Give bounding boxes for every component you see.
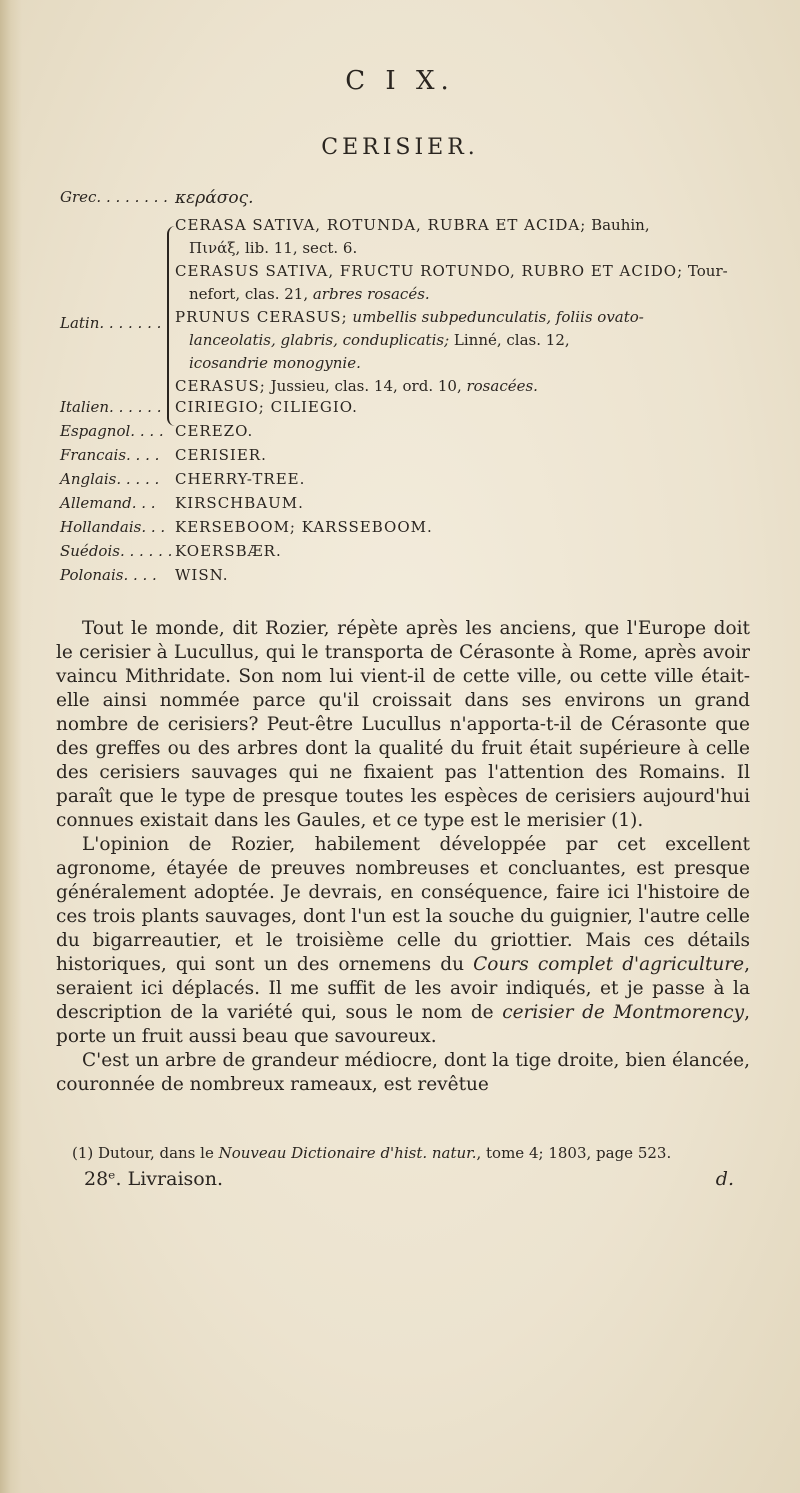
synonym-value: CIRIEGIO; CILIEGIO. [175,398,358,416]
synonym-value: KIRSCHBAUM. [175,494,304,512]
synonym-row [60,494,780,518]
latin-italic: umbellis subpedunculatis, foliis ovato- [347,308,644,326]
latin-cont: Linné, clas. 12, [449,331,570,349]
paragraph: C'est un arbre de grandeur médiocre, dont la tige droite, bien élancée, couronnée de nombreux rameaux, est revêtue [56,1050,750,1095]
latin-name: CERASUS; [175,377,266,395]
synonym-value: CEREZO. [175,422,254,440]
latin-italic: icosandrie monogynie. [189,354,361,372]
synonym-row [60,470,780,494]
synonym-lang: Polonais. . . . [60,566,157,584]
synonym-lang: Francais. . . . [60,446,160,464]
page-title: CERISIER. [321,135,479,160]
book-title: Cours complet d'agriculture [473,954,745,975]
synonym-row [60,542,780,566]
variety-name: cerisier de Montmorency [502,1002,745,1023]
synonym-value: CHERRY-TREE. [175,470,306,488]
footnote-title: Nouveau Dictionaire d'hist. natur. [218,1144,477,1162]
synonym-row-grec [60,188,780,212]
page-number: C I X. [345,66,455,96]
synonym-lang: Hollandais. . . [60,518,166,536]
synonym-value: κεράσος. [175,188,254,208]
synonym-row [60,398,780,422]
latin-italic: lanceolatis, glabris, conduplicatis; [189,331,450,349]
latin-entries [175,214,785,398]
latin-italic: rosacées. [466,377,538,395]
synonym-value: WISN. [175,566,229,584]
paragraph: Tout le monde, dit Rozier, répète après les anciens, que l'Europe doit le cerisier à Lucullus, qui le transporta de Cérasonte à Rome, après avoir vaincu Mithridate. Son nom lui vient-il de cette ville, ou cette ville était-elle ainsi nommée parce qu'il croissait dans ses environs un grand nombre de cerisiers? Peut-être Lucullus n'apporta-t-il de Cérasonte que des greffes ou des arbres dont la qualité du fruit était supérieure à celle des cerisiers sauvages qui ne fixaient pas l'attention des Romains. Il paraît que le type de presque toutes les espèces de cerisiers aujourd'hui connues existait dans les Gaules, et ce type est le merisier (1). [56,618,750,831]
footnote-text: (1) Dutour, dans le [72,1144,219,1162]
livraison-mark: 28ᵉ. Livraison. [84,1168,223,1190]
synonym-value: CERISIER. [175,446,267,464]
synonym-lang: Espagnol. . . . [60,422,164,440]
text-run: , seraient ici déplacés. Il me suffit de les avoir indiqués, et je passe à la description de la variété qui, sous le nom de [56,954,750,1023]
latin-author: Bauhin, [586,216,650,234]
latin-name: PRUNUS CERASUS; [175,308,348,326]
latin-author: Jussieu, clas. 14, ord. 10, [265,377,467,395]
text-run: L'opinion de Rozier, habilement développée par cet excellent agronome, étayée de preuves nombreuses et concluantes, est presque généralement adoptée. Je devrais, en conséquence, faire ici l'histoire de ces trois plants sauvages, dont l'un est la souche du guignier, l'autre celle du bigarreautier, et le troisième celle du griottier. Mais ces détails historiques, qui sont un des ornemens du [56,834,750,975]
latin-cont: Πινάξ, lib. 11, sect. 6. [189,239,358,257]
footnote [56,1143,750,1164]
latin-group [60,214,780,404]
synonym-lang-latin: Latin. . . . . . . [60,314,162,332]
synonym-value: KOERSBÆR. [175,542,282,560]
signature-mark: d. [715,1168,734,1190]
page-edge [0,0,22,1493]
latin-italic: arbres rosacés. [312,285,430,303]
latin-name: CERASA SATIVA, ROTUNDA, RUBRA ET ACIDA; [175,216,587,234]
synonym-value: KERSEBOOM; KARSSEBOOM. [175,518,433,536]
footnote-text: , tome 4; 1803, page 523. [476,1144,672,1162]
synonym-lang: Suédois. . . . . . [60,542,173,560]
latin-name: CERASUS SATIVA, FRUCTU ROTUNDO, RUBRO ET ACIDO; [175,262,684,280]
synonym-lang: Italien. . . . . . [60,398,162,416]
paragraph [56,833,750,1049]
latin-cont: nefort, clas. 21, [189,285,313,303]
body-text [56,617,750,1097]
synonym-row [60,518,780,542]
synonym-lang: Anglais. . . . . [60,470,160,488]
synonym-row [60,422,780,446]
synonym-row [60,446,780,470]
synonym-lang: Grec. . . . . . . . [60,188,168,206]
synonym-row [60,566,780,590]
synonym-lang: Allemand. . . [60,494,156,512]
latin-author: Tour- [683,262,728,280]
text-run: , porte un fruit aussi beau que savoureux. [56,1002,751,1047]
